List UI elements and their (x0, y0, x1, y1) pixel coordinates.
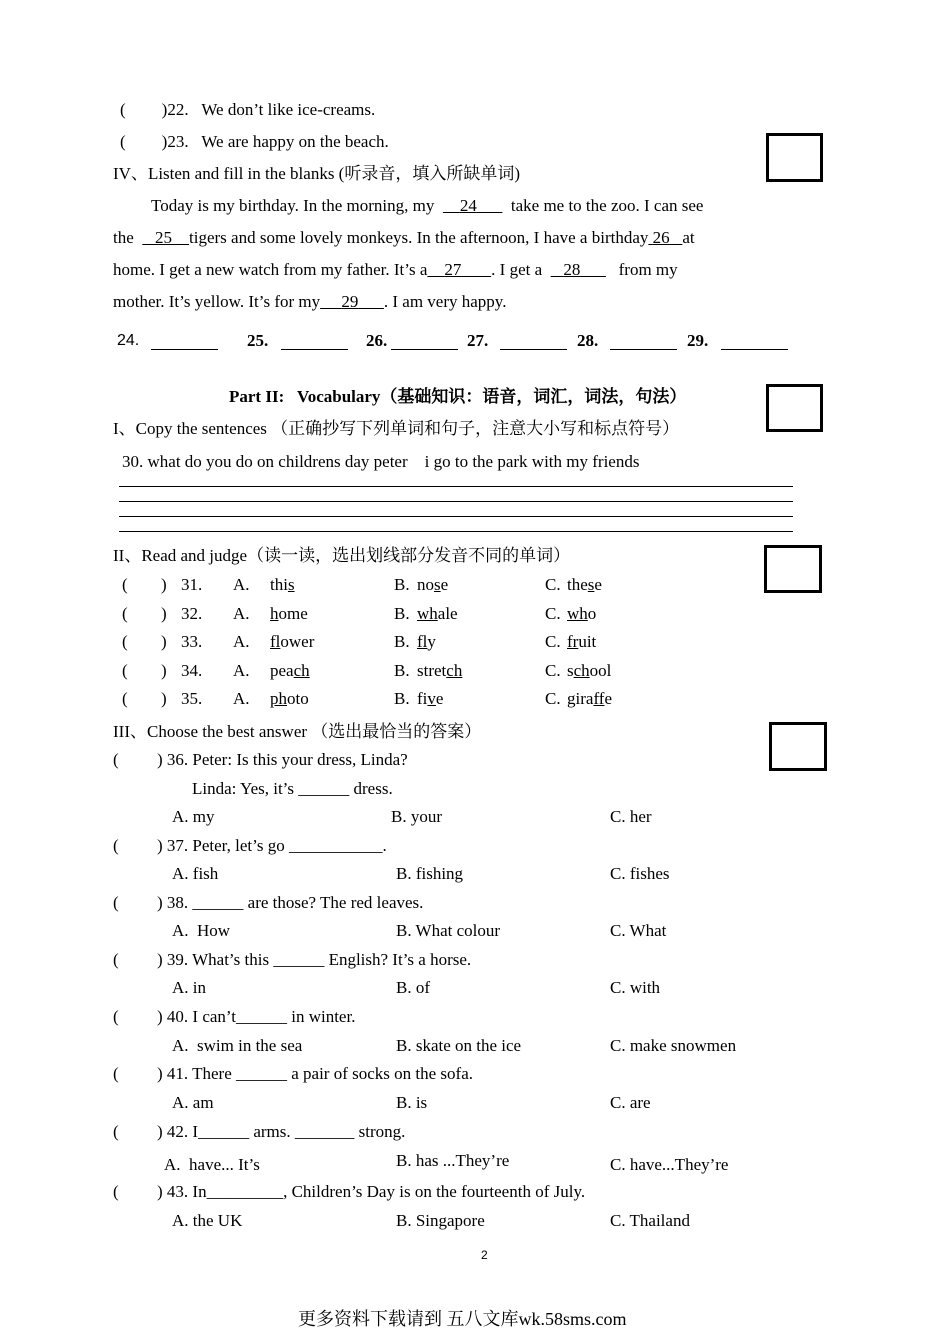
section-i-title: I、Copy the sentences （正确抄写下列单词和句子，注意大小写和标点符号） (113, 419, 680, 438)
answer-blank-24[interactable] (151, 333, 218, 350)
option-a[interactable]: A. the UK (172, 1211, 243, 1230)
paren-open: ( (122, 661, 128, 680)
writing-line[interactable] (119, 486, 793, 487)
option-b-label: B. (394, 632, 410, 651)
answer-label-26: 26. (366, 331, 388, 350)
option-c-label: C. (545, 632, 561, 651)
option-b-word[interactable]: fly (417, 632, 436, 651)
writing-line[interactable] (119, 501, 793, 502)
question-30: 30. what do you do on childrens day peter i go to the park with my friends (122, 452, 640, 471)
option-c[interactable]: C. have...They’re (610, 1155, 729, 1174)
section-ii-title: II、Read and judge（读一读，选出划线部分发音不同的单词） (113, 546, 571, 565)
option-a-word[interactable]: photo (270, 689, 309, 708)
option-a-label: A. (233, 689, 250, 708)
option-b[interactable]: B. What colour (396, 921, 501, 940)
answer-label-27: 27. (467, 331, 489, 350)
option-a[interactable]: A. my (172, 807, 215, 826)
paren-close: ) (161, 575, 167, 594)
option-b-word[interactable]: stretch (417, 661, 463, 680)
paren-open: ( (113, 836, 119, 855)
paren-open: ( (113, 893, 119, 912)
footer-link[interactable]: 更多资料下载请到 五八文库wk.58sms.com (298, 1309, 627, 1329)
option-c-label: C. (545, 604, 561, 623)
answer-blank-26[interactable] (391, 333, 458, 350)
option-a-label: A. (233, 575, 250, 594)
option-a-word[interactable]: this (270, 575, 295, 594)
option-b-label: B. (394, 604, 410, 623)
option-b[interactable]: B. of (396, 978, 430, 997)
option-a[interactable]: A. have... It’s (164, 1155, 260, 1174)
option-a[interactable]: A. How (172, 921, 231, 940)
option-c-label: C. (545, 575, 561, 594)
paren-close: ) (161, 632, 167, 651)
question-text: ) 36. Peter: Is this your dress, Linda? (157, 750, 408, 769)
score-box[interactable] (764, 545, 822, 593)
option-c-word[interactable]: who (567, 604, 597, 623)
option-c[interactable]: C. What (610, 921, 667, 940)
paren-open: ( (113, 1122, 119, 1141)
option-c[interactable]: C. Thailand (610, 1211, 690, 1230)
option-b[interactable]: B. is (396, 1093, 428, 1112)
question-number: 33. (181, 632, 203, 651)
question-text: ) 39. What’s this ______ English? It’s a horse. (157, 950, 472, 969)
option-a-word[interactable]: peach (270, 661, 310, 680)
paren-close: ) (161, 604, 167, 623)
option-c-word[interactable]: school (567, 661, 612, 680)
option-c-word[interactable]: giraffe (567, 689, 612, 708)
option-c-label: C. (545, 661, 561, 680)
question-text: ) 38. ______ are those? The red leaves. (157, 893, 424, 912)
option-b[interactable]: B. skate on the ice (396, 1036, 522, 1055)
answer-label-29: 29. (687, 331, 709, 350)
score-box[interactable] (766, 133, 823, 182)
option-b-label: B. (394, 661, 410, 680)
option-c-label: C. (545, 689, 561, 708)
option-b-word[interactable]: whale (417, 604, 458, 623)
paren-open: ( (113, 1182, 119, 1201)
paren-open: ( (122, 604, 128, 623)
paren-close: ) (161, 661, 167, 680)
question-text-cont: Linda: Yes, it’s ______ dress. (192, 779, 393, 798)
option-a-word[interactable]: home (270, 604, 308, 623)
option-c[interactable]: C. are (610, 1093, 651, 1112)
paren-open: ( (113, 1064, 119, 1083)
part-ii-title: Part II: Vocabulary（基础知识：语音，词汇，词法，句法） (229, 387, 687, 406)
paren-open: ( (122, 632, 128, 651)
answer-label-28: 28. (577, 331, 599, 350)
question-number: 34. (181, 661, 203, 680)
question-text: ) 41. There ______ a pair of socks on the sofa. (157, 1064, 473, 1083)
question-number: 35. (181, 689, 203, 708)
passage-line-2: the 25 tigers and some lovely monkeys. In the afternoon, I have a birthday 26 at (113, 228, 695, 247)
option-b-word[interactable]: five (417, 689, 444, 708)
passage-line-1: Today is my birthday. In the morning, my 24 take me to the zoo. I can see (151, 196, 704, 215)
question-number: 31. (181, 575, 203, 594)
section-iii-title: III、Choose the best answer （选出最恰当的答案） (113, 722, 482, 741)
option-b[interactable]: B. has ...They’re (396, 1151, 510, 1170)
option-a[interactable]: A. swim in the sea (172, 1036, 303, 1055)
question-text: ) 42. I______ arms. _______ strong. (157, 1122, 406, 1141)
option-b-label: B. (394, 689, 410, 708)
answer-label-25: 25. (247, 331, 269, 350)
answer-blank-27[interactable] (500, 333, 567, 350)
option-a-label: A. (233, 661, 250, 680)
option-a[interactable]: A. fish (172, 864, 219, 883)
option-b[interactable]: B. fishing (396, 864, 464, 883)
option-b-word[interactable]: nose (417, 575, 449, 594)
option-a[interactable]: A. in (172, 978, 206, 997)
paren-open: ( (122, 575, 128, 594)
passage-line-4: mother. It’s yellow. It’s for my 29 . I am very happy. (113, 292, 507, 311)
paren-open: ( (122, 689, 128, 708)
option-b[interactable]: B. Singapore (396, 1211, 485, 1230)
question-text: ) 40. I can’t______ in winter. (157, 1007, 356, 1026)
question-text: ) 37. Peter, let’s go ___________. (157, 836, 387, 855)
score-box[interactable] (769, 722, 827, 771)
option-a[interactable]: A. am (172, 1093, 214, 1112)
paren-open: ( (113, 750, 119, 769)
question-number: 32. (181, 604, 203, 623)
option-c-word[interactable]: these (567, 575, 602, 594)
answer-label-24: 24. (117, 332, 140, 349)
option-c[interactable]: C. her (610, 807, 652, 826)
passage-line-3: home. I get a new watch from my father. It’s a 27 . I get a 28 from my (113, 260, 678, 279)
writing-line[interactable] (119, 531, 793, 532)
section-iv-title: IV、Listen and fill in the blanks (听录音，填入所缺单词) (113, 164, 521, 183)
option-c[interactable]: C. fishes (610, 864, 670, 883)
question-23: ( )23. We are happy on the beach. (120, 132, 389, 151)
option-c[interactable]: C. with (610, 978, 661, 997)
option-c[interactable]: C. make snowmen (610, 1036, 737, 1055)
answer-blank-25[interactable] (281, 333, 348, 350)
paren-close: ) (161, 689, 167, 708)
option-a-label: A. (233, 604, 250, 623)
answer-blank-28[interactable] (610, 333, 677, 350)
option-b[interactable]: B. your (391, 807, 442, 826)
question-text: ) 43. In_________, Children’s Day is on the fourteenth of July. (157, 1182, 586, 1201)
paren-open: ( (113, 950, 119, 969)
option-a-label: A. (233, 632, 250, 651)
option-c-word[interactable]: fruit (567, 632, 597, 651)
score-box[interactable] (766, 384, 823, 432)
paren-open: ( (113, 1007, 119, 1026)
option-a-word[interactable]: flower (270, 632, 315, 651)
page-number: 2 (481, 1248, 488, 1262)
option-b-label: B. (394, 575, 410, 594)
answer-blank-29[interactable] (721, 333, 788, 350)
question-22: ( )22. We don’t like ice-creams. (120, 100, 376, 119)
writing-line[interactable] (119, 516, 793, 517)
